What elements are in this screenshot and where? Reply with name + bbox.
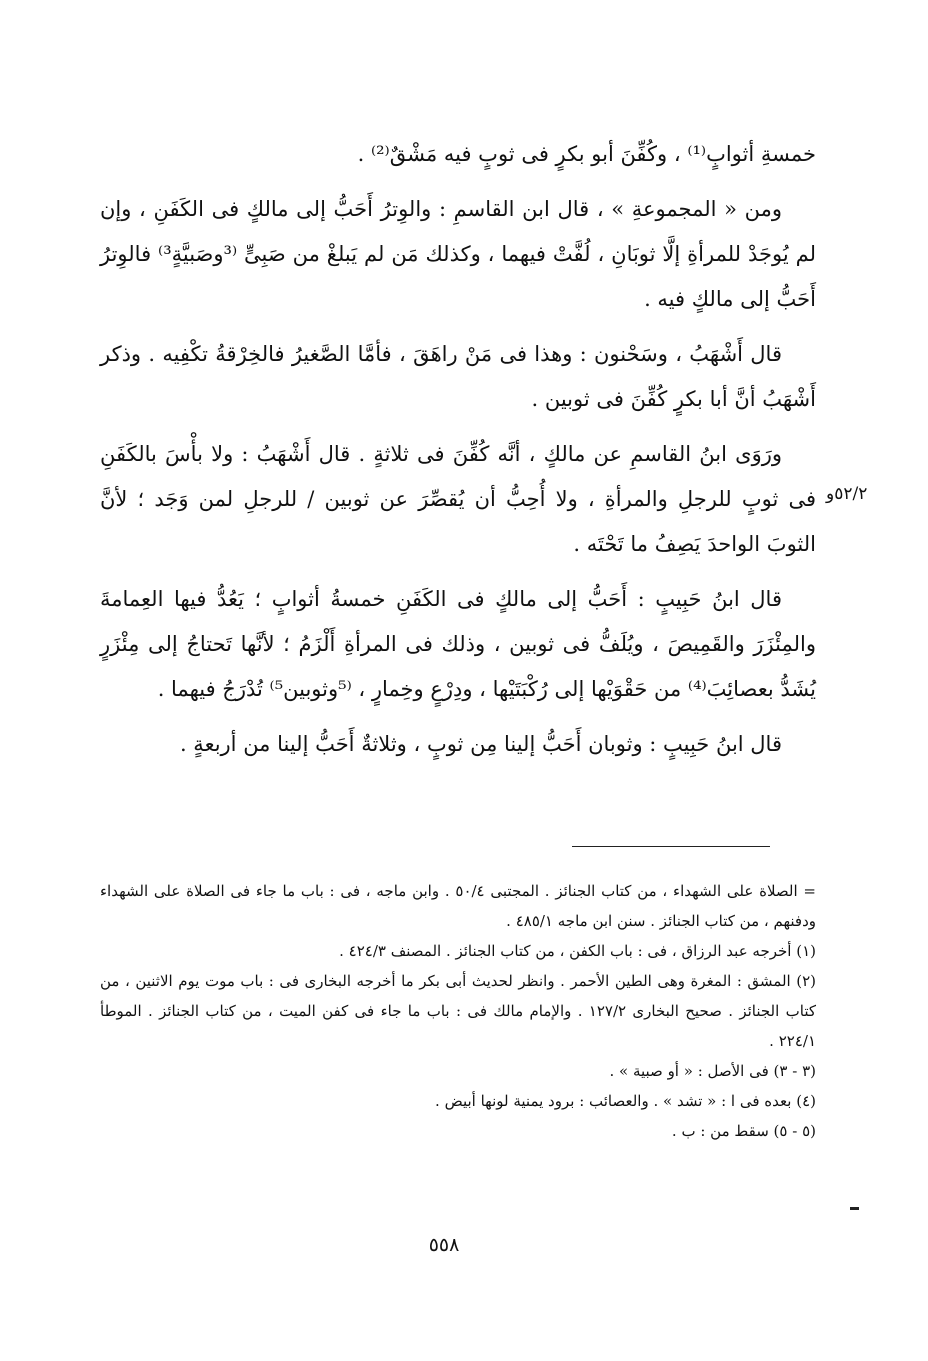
margin-dash-mark	[850, 1207, 859, 1210]
main-text	[100, 132, 816, 777]
footnotes	[100, 876, 816, 1146]
paragraph-ashhab-sahnun: قال أَشْهَبُ ، وسَحْنون : وهذا فى مَنْ راهَقَ ، فأمَّا الصَّغيرُ فالخِرْقةُ تكْفِيه . وذكر أَشْهَبُ أنَّ أبا بكرٍ كُفِّنَ فى ثوبين .	[100, 342, 816, 411]
paragraph-ibn-habib-two: قال ابنُ حَبِيبٍ : وثوبان أَحَبُّ إلينا مِن ثوبٍ ، وثلاثةٌ أَحَبُّ إلينا من أربعةٍ .	[179, 732, 782, 756]
footnote-4: (٤) بعده فى ا : « تشد » . والعصائب : برود يمنية لونها أبيض .	[435, 1092, 816, 1110]
footnote-continued: = الصلاة على الشهداء ، من كتاب الجنائز . المجتبى ٥٠/٤ . وابن ماجه ، فى : باب ما جاء فى الصلاة على الشهداء ودفنهم ، من كتاب الجنائز . سنن ابن ماجه ٤٨٥/١ .	[100, 882, 817, 930]
footnote-5: (٥ - ٥) سقط من : ب .	[671, 1122, 816, 1140]
paragraph-ibn-alqasim: ورَوَى ابنُ القاسمِ عن مالكٍ ، أنَّه كُفِّنَ فى ثلاثةٍ . قال أَشْهَبُ : ولا بأْسَ بالكَفَنِ فى ثوبٍ للرجلِ والمرأةِ ، ولا أُحِبُّ أن يُقصِّرَ عن ثوبين / للرجلِ لمن وَجَد ؛ لأنَّ الثوبَ الواحدَ يَصِفُ ما تَحْتَه .	[100, 442, 816, 556]
footnote-separator	[572, 846, 770, 847]
paragraph-ibn-habib-five: قال ابنُ حَبِيبٍ : أَحَبُّ إلى مالكٍ فى الكَفَنِ خمسةُ أثوابٍ ؛ يَعُدُّ فيها العِمامةَ والمِئْزَرَ والقَمِيصَ ، ويُلَفُّ فى ثوبين ، وذلك فى المرأةِ أَلْزَمُ ؛ لأنَّها تَحتاجُ إلى مِئْزَرٍ يُشَدُّ بعصائِبَ⁽⁴⁾ من حَقْوَيْها إلى رُكْبَتَيْها ، ودِرْعٍ وخِمارٍ ، ⁽⁵وثوبين⁵⁾ تُدْرَجُ فيهما .	[100, 587, 816, 701]
manuscript-folio-reference: ٥٢/٢و	[826, 484, 868, 504]
paragraph-majmua: ومن « المجموعةِ » ، قال ابن القاسمِ : والوِترُ أَحَبُّ إلى مالكٍ فى الكَفَنِ ، وإن لم يُوجَدْ للمرأةِ إلَّا ثوبَانِ ، لُفَّتْ فيهما ، وكذلك مَن لم يَبلغْ من صَبِىٍّ ⁽³وصَبيَّةٍ³⁾ فالوِترُ أَحَبُّ إلى مالكٍ فيه .	[100, 197, 816, 311]
footnote-2: (٢) المشق : المغرة وهى الطين الأحمر . وانظر لحديث أبى بكر ما أخرجه البخارى فى : باب موت يوم الاثنين ، من كتاب الجنائز . صحيح البخارى ١٢٧/٢ . والإمام مالك فى : باب ما جاء فى كفن الميت ، من كتاب الجنائز . الموطأ ٢٢٤/١ .	[100, 972, 816, 1050]
footnote-3: (٣ - ٣) فى الأصل : « أو صبية » .	[609, 1062, 816, 1080]
page-number: ٥٥٨	[428, 1234, 460, 1256]
footnote-1: (١) أخرجه عبد الرزاق ، فى : باب الكفن ، من كتاب الجنائز . المصنف ٤٢٤/٣ .	[339, 942, 816, 960]
paragraph-continued: خمسةِ أثوابٍ⁽¹⁾ ، وكُفِّنَ أبو بكرٍ فى ثوبٍ فيه مَشْقٌ⁽²⁾ .	[357, 142, 816, 166]
